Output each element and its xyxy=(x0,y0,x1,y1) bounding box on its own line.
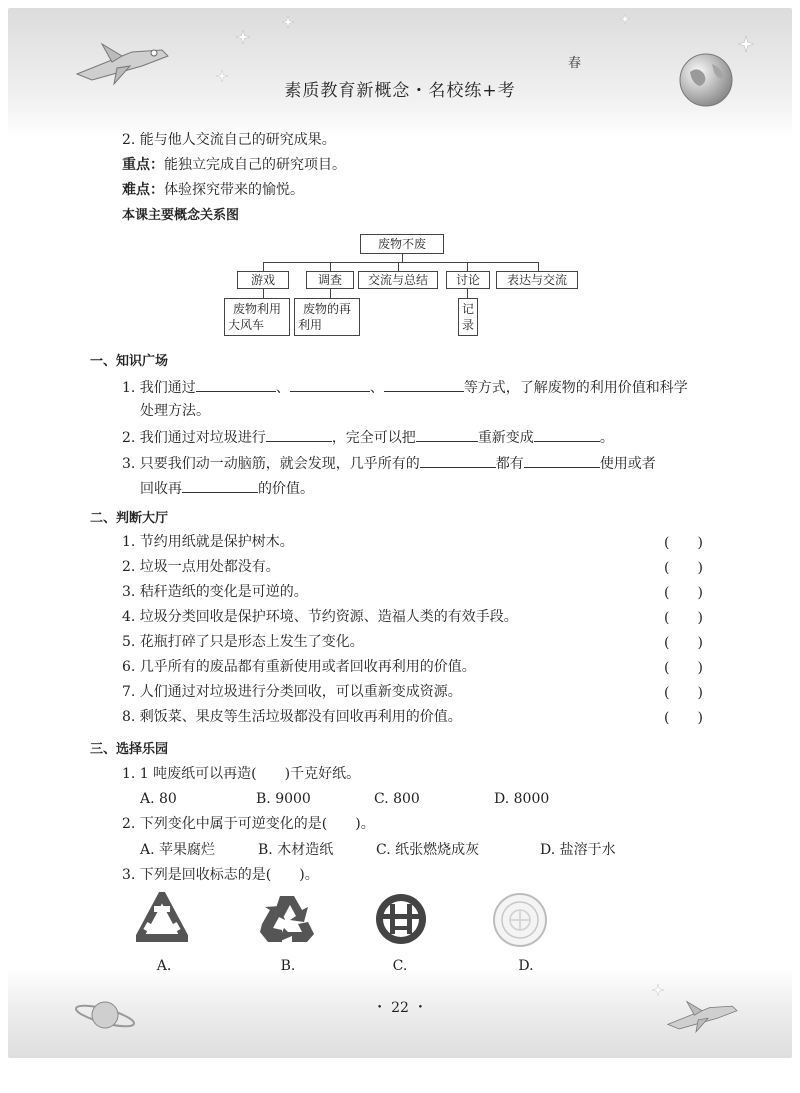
logo-label: D. xyxy=(518,958,534,974)
season-label: 春 xyxy=(568,56,582,71)
answer-blank[interactable] xyxy=(182,478,258,493)
answer-paren[interactable]: ( ) xyxy=(664,685,703,701)
judge-item: 7. 人们通过对垃圾进行分类回收，可以重新变成资源。 xyxy=(122,684,462,700)
key-point-label: 重点： xyxy=(122,157,164,173)
judge-item: 1. 节约用纸就是保护树木。 xyxy=(122,534,294,550)
goal-2: 2. 能与他人交流自己的研究成果。 xyxy=(122,132,336,148)
fill-q1 xyxy=(122,377,688,398)
section-title-judge: 二、判断大厅 xyxy=(90,511,169,526)
concept-sub-text: 录 xyxy=(461,318,474,332)
choice-option[interactable]: A. 苹果腐烂 xyxy=(140,842,216,858)
concept-root: 废物不废 xyxy=(360,234,444,254)
page-number: ・ 22 ・ xyxy=(372,1000,428,1016)
choice-q1: 1. 1 吨废纸可以再造( )千克好纸。 xyxy=(122,766,361,782)
seal-logo-icon[interactable] xyxy=(492,892,548,948)
answer-blank[interactable] xyxy=(290,377,370,392)
logo-label: C. xyxy=(392,958,408,974)
concept-sub-text: 大风车 xyxy=(228,318,265,332)
concept-node-express: 表达与交流 xyxy=(496,271,578,289)
concept-node-summary: 交流与总结 xyxy=(358,271,438,289)
choice-option[interactable]: C. 纸张燃烧成灰 xyxy=(376,842,480,858)
section-title-knowledge: 一、知识广场 xyxy=(90,354,169,369)
difficulty-line xyxy=(122,180,304,200)
difficulty-label: 难点： xyxy=(122,182,164,198)
map-connector xyxy=(330,288,331,298)
star-icon xyxy=(236,30,250,44)
concept-sub-text: 废物利用 xyxy=(232,302,281,316)
answer-blank[interactable] xyxy=(420,453,496,468)
q-text: 回收再 xyxy=(140,481,182,497)
q-text: 、 xyxy=(275,380,290,396)
answer-paren[interactable]: ( ) xyxy=(664,560,703,576)
star-icon xyxy=(652,984,664,996)
fill-q2 xyxy=(122,427,614,448)
map-connector xyxy=(263,262,539,263)
fill-q1-cont: 处理方法。 xyxy=(140,403,210,419)
map-connector xyxy=(263,288,264,298)
choice-option[interactable]: D. 8000 xyxy=(494,791,550,807)
concept-sub-survey xyxy=(294,298,360,336)
choice-option[interactable]: D. 盐溶于水 xyxy=(540,842,616,858)
concept-node-survey: 调查 xyxy=(306,271,354,289)
logo-label: A. xyxy=(156,958,172,974)
key-point-text: 能独立完成自己的研究项目。 xyxy=(164,157,346,173)
answer-paren[interactable]: ( ) xyxy=(664,610,703,626)
q-text: 使用或者 xyxy=(599,456,656,472)
q-text: 。 xyxy=(599,430,614,446)
concept-node-discuss: 讨论 xyxy=(446,271,490,289)
concept-sub-game xyxy=(224,298,290,336)
star-icon xyxy=(282,16,294,28)
choice-q3: 3. 下列是回收标志的是( )。 xyxy=(122,867,319,883)
q-text: 重新变成 xyxy=(477,430,534,446)
concept-node-game: 游戏 xyxy=(237,271,289,289)
judge-item: 6. 几乎所有的废品都有重新使用或者回收再利用的价值。 xyxy=(122,659,476,675)
answer-blank[interactable] xyxy=(416,427,478,442)
concept-sub-text: 记 xyxy=(461,302,474,316)
recycle-icon[interactable] xyxy=(258,892,316,944)
answer-blank[interactable] xyxy=(266,427,332,442)
answer-paren[interactable]: ( ) xyxy=(664,585,703,601)
q-text: 3. 只要我们动一动脑筋，就会发现，几乎所有的 xyxy=(122,456,420,472)
q-text: 2. 我们通过对垃圾进行 xyxy=(122,430,266,446)
q-text: ，完全可以把 xyxy=(331,430,416,446)
section-title-choice: 三、选择乐园 xyxy=(90,742,169,757)
circular-logo-icon[interactable] xyxy=(374,892,428,946)
concept-sub-text: 废物的再 xyxy=(302,302,351,316)
answer-paren[interactable]: ( ) xyxy=(664,535,703,551)
judge-item: 4. 垃圾分类回收是保护环境、节约资源、造福人类的有效手段。 xyxy=(122,609,518,625)
answer-blank[interactable] xyxy=(384,377,464,392)
judge-item: 2. 垃圾一点用处都没有。 xyxy=(122,559,280,575)
answer-paren[interactable]: ( ) xyxy=(664,660,703,676)
choice-option[interactable]: A. 80 xyxy=(140,791,177,807)
fill-q3-cont xyxy=(140,478,314,499)
answer-blank[interactable] xyxy=(524,453,600,468)
q-text: 、 xyxy=(369,380,384,396)
q-text: 等方式，了解废物的利用价值和科学 xyxy=(463,380,688,396)
logo-label: B. xyxy=(280,958,296,974)
page-title: 素质教育新概念・名校练+考 xyxy=(284,81,516,101)
concept-sub-discuss xyxy=(458,298,478,336)
concept-map-title: 本课主要概念关系图 xyxy=(122,208,240,223)
q-text: 1. 我们通过 xyxy=(122,380,196,396)
fill-q3 xyxy=(122,453,656,474)
choice-option[interactable]: C. 800 xyxy=(374,791,420,807)
judge-item: 3. 秸秆造纸的变化是可逆的。 xyxy=(122,584,308,600)
answer-paren[interactable]: ( ) xyxy=(664,710,703,726)
answer-blank[interactable] xyxy=(196,377,276,392)
difficulty-text: 体验探究带来的愉悦。 xyxy=(164,182,304,198)
choice-q2: 2. 下列变化中属于可逆变化的是( )。 xyxy=(122,816,375,832)
answer-blank[interactable] xyxy=(534,427,600,442)
q-text: 的价值。 xyxy=(258,481,314,497)
star-icon xyxy=(620,14,630,24)
triangle-arrows-symbol[interactable] xyxy=(136,892,188,944)
judge-item: 5. 花瓶打碎了只是形态上发生了变化。 xyxy=(122,634,364,650)
choice-option[interactable]: B. 木材造纸 xyxy=(258,842,334,858)
choice-option[interactable]: B. 9000 xyxy=(256,791,311,807)
q-text: 都有 xyxy=(495,456,524,472)
judge-item: 8. 剩饭菜、果皮等生活垃圾都没有回收再利用的价值。 xyxy=(122,709,462,725)
concept-sub-text: 利用 xyxy=(298,318,323,332)
map-connector xyxy=(467,288,468,298)
star-icon xyxy=(738,36,754,52)
answer-paren[interactable]: ( ) xyxy=(664,635,703,651)
key-point-line xyxy=(122,155,346,175)
